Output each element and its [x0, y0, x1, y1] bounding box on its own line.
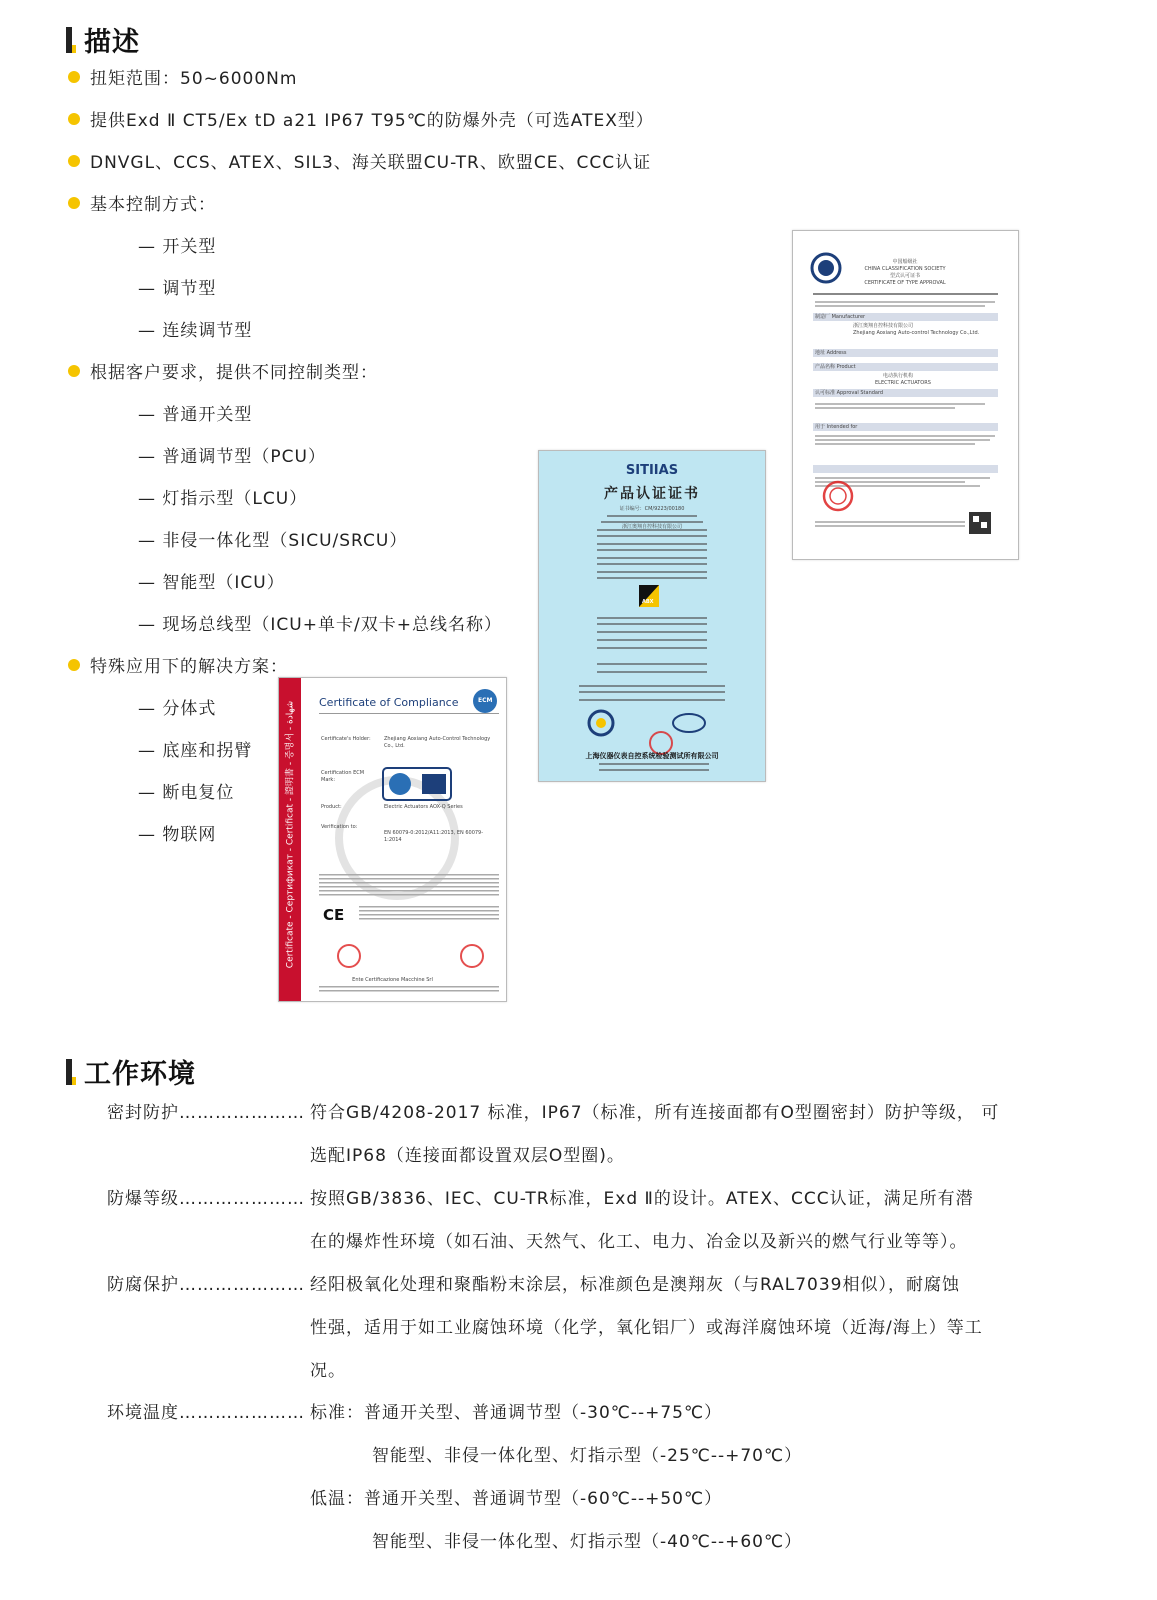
- description-heading: 描述: [84, 27, 140, 58]
- env-label-sealing: 密封防护…………………: [107, 1103, 305, 1123]
- sub-item: — 断电复位: [138, 783, 235, 803]
- env-text: 低温：普通开关型、普通调节型（-60℃--+50℃）: [310, 1489, 723, 1509]
- bullet-text: 特殊应用下的解决方案：: [90, 657, 288, 677]
- env-text: 性强，适用于如工业腐蚀环境（化学，氧化铝厂）或海洋腐蚀环境（近海/海上）等工: [310, 1318, 983, 1338]
- sub-item: — 普通开关型: [138, 405, 253, 425]
- bullet-dot-icon: [68, 71, 80, 83]
- bullet-dot-icon: [68, 197, 80, 209]
- env-text: 智能型、非侵一体化型、灯指示型（-25℃--+70℃）: [372, 1446, 803, 1466]
- ecm-logo: ECM: [478, 697, 493, 704]
- ce-footer: Ente Certificazione Macchine Srl: [352, 977, 433, 983]
- bullet-item: [68, 652, 288, 677]
- ccs-manufacturer-en: Zhejiang Aoxiang Auto-control Technology Co.,Ltd.: [853, 330, 980, 336]
- abx-logo: ABX: [642, 599, 654, 605]
- ccs-org-cn: 中国船级社: [892, 259, 918, 265]
- ccs-org-en: CHINA CLASSIFICATION SOCIETY: [864, 266, 946, 272]
- sitias-logo: SITIIAS: [625, 463, 679, 478]
- bullet-item: [68, 64, 297, 89]
- sub-item: — 分体式: [138, 699, 217, 719]
- ccs-title-en: CERTIFICATE OF TYPE APPROVAL: [864, 280, 946, 286]
- ccs-manufacturer: 浙江奥翔自控科技有限公司: [853, 323, 914, 329]
- env-text: 按照GB/3836、IEC、CU-TR标准，Exd Ⅱ的设计。ATEX、CCC认证，满足所有潜: [310, 1189, 974, 1209]
- sub-item: — 现场总线型（ICU+单卡/双卡+总线名称）: [138, 615, 502, 635]
- sub-item: — 物联网: [138, 825, 217, 845]
- bullet-item: [68, 148, 651, 173]
- title-marker: [66, 27, 72, 53]
- ccs-address-label: 地址 Address: [815, 350, 847, 356]
- environment-heading: 工作环境: [84, 1059, 196, 1090]
- sub-item: — 非侵一体化型（SICU/SRCU）: [138, 531, 408, 551]
- section-title-description: [66, 20, 140, 59]
- ccs-header: [845, 259, 965, 287]
- ce-product-label: Product:: [321, 804, 342, 810]
- ce-mark-icon: CE: [323, 906, 345, 924]
- sitias-cert-no: 证书编号：CM/9223/00180: [619, 506, 685, 512]
- bullet-item: [68, 106, 654, 131]
- bullet-dot-icon: [68, 155, 80, 167]
- env-text: 标准：普通开关型、普通调节型（-30℃--+75℃）: [310, 1403, 723, 1423]
- ce-holder: Zhejiang Aoxiang Auto-Control Technology Co., Ltd.: [384, 736, 491, 749]
- section-title-environment: [66, 1052, 196, 1091]
- ce-standard: EN 60079-0:2012/A11:2013, EN 60079-1:2014: [384, 830, 484, 843]
- ccs-product-label: 产品名称 Product: [815, 364, 856, 370]
- ce-certificate-image: [278, 677, 507, 1002]
- env-text: 符合GB/4208-2017 标准，IP67（标准，所有连接面都有O型圈密封）防护等级， 可: [310, 1103, 1000, 1123]
- ce-holder-label: Certificate's Holder:: [321, 736, 371, 742]
- ccs-certificate-image: [792, 230, 1019, 560]
- sub-item: — 连续调节型: [138, 321, 253, 341]
- sitias-certificate-image: [538, 450, 766, 782]
- ccs-manufacturer-label: 制造厂 Manufacturer: [815, 314, 866, 320]
- bullet-item: [68, 190, 216, 215]
- bullet-dot-icon: [68, 365, 80, 377]
- env-text: 选配IP68（连接面都设置双层O型圈)。: [310, 1146, 625, 1166]
- sitias-company: 上海仪器仪表自控系统检验测试所有限公司: [585, 752, 719, 760]
- bullet-item: [68, 358, 378, 383]
- sub-item: — 普通调节型（PCU）: [138, 447, 326, 467]
- sitias-applicant: 浙江奥翔自控科技有限公司: [621, 524, 682, 530]
- env-text: 在的爆炸性环境（如石油、天然气、化工、电力、冶金以及新兴的燃气行业等等）。: [310, 1232, 968, 1252]
- bullet-text: 提供Exd Ⅱ CT5/Ex tD a21 IP67 T95℃的防爆外壳（可选ATEX型）: [90, 111, 654, 131]
- env-text: 智能型、非侵一体化型、灯指示型（-40℃--+60℃）: [372, 1532, 803, 1552]
- sub-item: — 调节型: [138, 279, 217, 299]
- sub-item: — 灯指示型（LCU）: [138, 489, 308, 509]
- sub-item: — 开关型: [138, 237, 217, 257]
- ccs-product-en: ELECTRIC ACTUATORS: [875, 380, 931, 386]
- bullet-text: 根据客户要求，提供不同控制类型：: [90, 363, 378, 383]
- env-label-explosion: 防爆等级…………………: [107, 1189, 305, 1209]
- bullet-dot-icon: [68, 659, 80, 671]
- bullet-text: 基本控制方式：: [90, 195, 216, 215]
- sitias-title: 产品认证证书: [604, 486, 700, 502]
- ccs-title-cn: 型式认可证书: [889, 273, 920, 279]
- env-text: 况。: [310, 1361, 346, 1381]
- title-marker: [66, 1059, 72, 1085]
- env-label-corrosion: 防腐保护…………………: [107, 1275, 305, 1295]
- sub-item: — 智能型（ICU）: [138, 573, 285, 593]
- ccs-use-label: 用于 Intended for: [815, 424, 858, 430]
- ccs-product: 电动执行机构: [883, 373, 914, 379]
- sub-item: — 底座和拐臂: [138, 741, 253, 761]
- ce-product: Electric Actuators AOX-Q Series: [384, 804, 463, 810]
- bullet-text: 扭矩范围：50~6000Nm: [90, 69, 298, 89]
- ccs-standard-label: 认可标准 Approval Standard: [815, 390, 884, 396]
- bullet-dot-icon: [68, 113, 80, 125]
- bullet-text: DNVGL、CCS、ATEX、SIL3、海关联盟CU-TR、欧盟CE、CCC认证: [90, 153, 652, 173]
- ce-verification-label: Verification to:: [321, 824, 358, 830]
- ce-side-text: Certificate - Сертификат - Certificat - 證明書 - 증명서 - شهادة: [285, 700, 296, 969]
- env-text: 经阳极氧化处理和聚酯粉末涂层，标准颜色是澳翔灰（与RAL7039相似），耐腐蚀: [310, 1275, 960, 1295]
- ce-title: Certificate of Compliance: [319, 696, 459, 709]
- env-label-temperature: 环境温度…………………: [107, 1403, 305, 1423]
- ce-mark-label: Certification ECM Mark:: [321, 770, 365, 783]
